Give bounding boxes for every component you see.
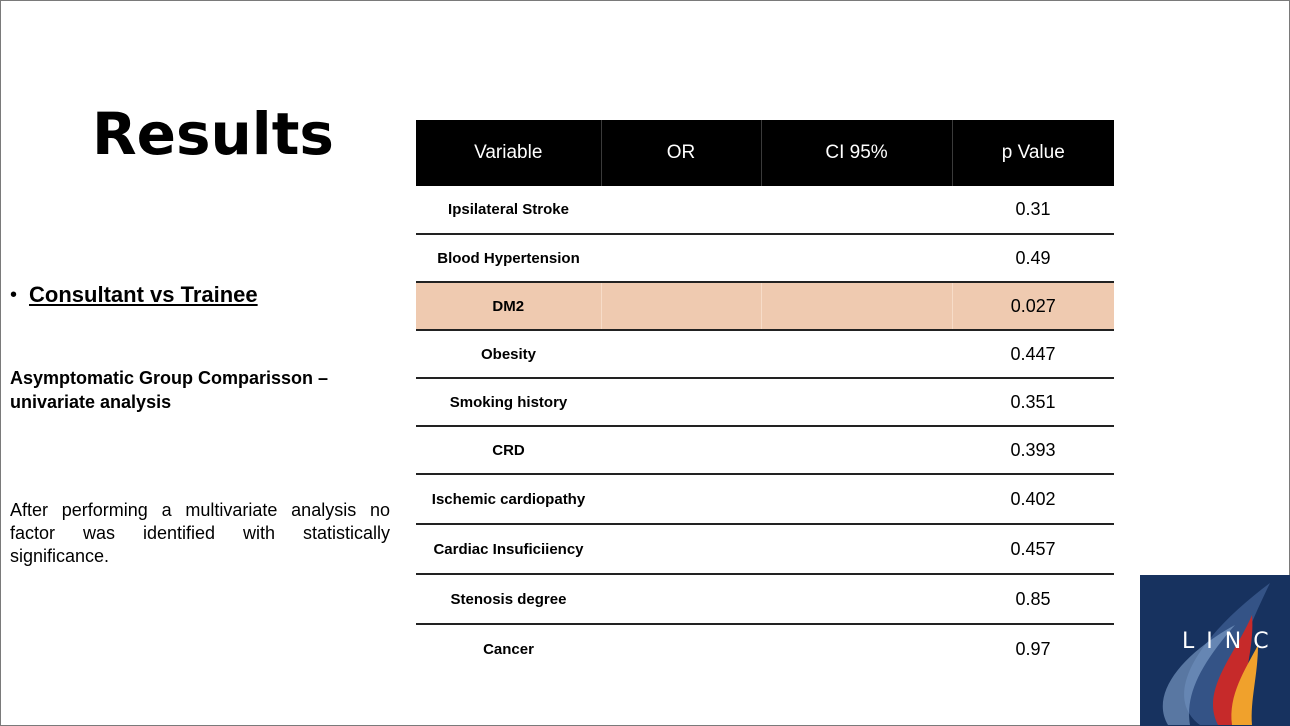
cell-ci [761,426,952,474]
table-row [416,624,1114,674]
cell-or [601,282,761,330]
cell-ci [761,378,952,426]
header-or: OR [601,120,761,186]
cell-or [601,234,761,282]
table-row [416,474,1114,524]
cell-variable: Ischemic cardiopathy [416,474,601,524]
cell-or [601,426,761,474]
cell-variable: Blood Hypertension [416,234,601,282]
table-header-row [416,120,1114,186]
cell-variable: Cardiac Insuficiiency [416,524,601,574]
cell-ci [761,330,952,378]
header-variable: Variable [416,120,601,186]
table-row [416,378,1114,426]
cell-p: 0.027 [952,282,1114,330]
cell-or [601,474,761,524]
logo-text: LINC [1182,629,1281,654]
cell-variable: Smoking history [416,378,601,426]
table-row [416,574,1114,624]
cell-p: 0.97 [1015,639,1051,659]
slide-title: Results [92,100,334,168]
cell-ci [761,282,952,330]
cell-variable: Ipsilateral Stroke [416,186,601,234]
cell-p: 0.351 [952,378,1114,426]
cell-p: 0.31 [952,186,1114,234]
cell-or [601,574,761,624]
cell-p: 0.447 [952,330,1114,378]
cell-ci [761,186,952,234]
header-ci: CI 95% [761,120,952,186]
cell-p: 0.457 [952,524,1114,574]
cell-p: 0.393 [952,426,1114,474]
table-row [416,524,1114,574]
cell-or [601,330,761,378]
cell-variable: Obesity [416,330,601,378]
bullet-item [10,282,258,308]
cell-or [601,378,761,426]
bullet-dot-icon: • [10,283,18,306]
cell-p: 0.85 [952,574,1114,624]
bullet-text: Consultant vs Trainee [29,282,258,307]
cell-variable: Stenosis degree [416,574,601,624]
cell-ci [761,234,952,282]
cell-ci [761,574,952,624]
conclusion-paragraph: After performing a multivariate analysis no factor was identified with statistically significance. [10,500,390,566]
table-row [416,234,1114,282]
cell-variable: Cancer [483,641,534,658]
cell-variable: DM2 [416,282,601,330]
header-p-value: p Value [952,120,1114,186]
table-row-highlighted [416,282,1114,330]
cell-ci [761,624,952,674]
cell-ci [761,524,952,574]
table-row [416,186,1114,234]
cell-or [601,624,761,674]
cell-variable: CRD [416,426,601,474]
results-table [416,120,1114,674]
cell-ci [761,474,952,524]
table-row [416,330,1114,378]
cell-or [601,524,761,574]
linc-logo [1140,575,1290,726]
table-row [416,426,1114,474]
cell-p: 0.402 [952,474,1114,524]
subheading: Asymptomatic Group Comparisson – univariate analysis [10,368,329,412]
cell-p: 0.49 [952,234,1114,282]
cell-or [601,186,761,234]
